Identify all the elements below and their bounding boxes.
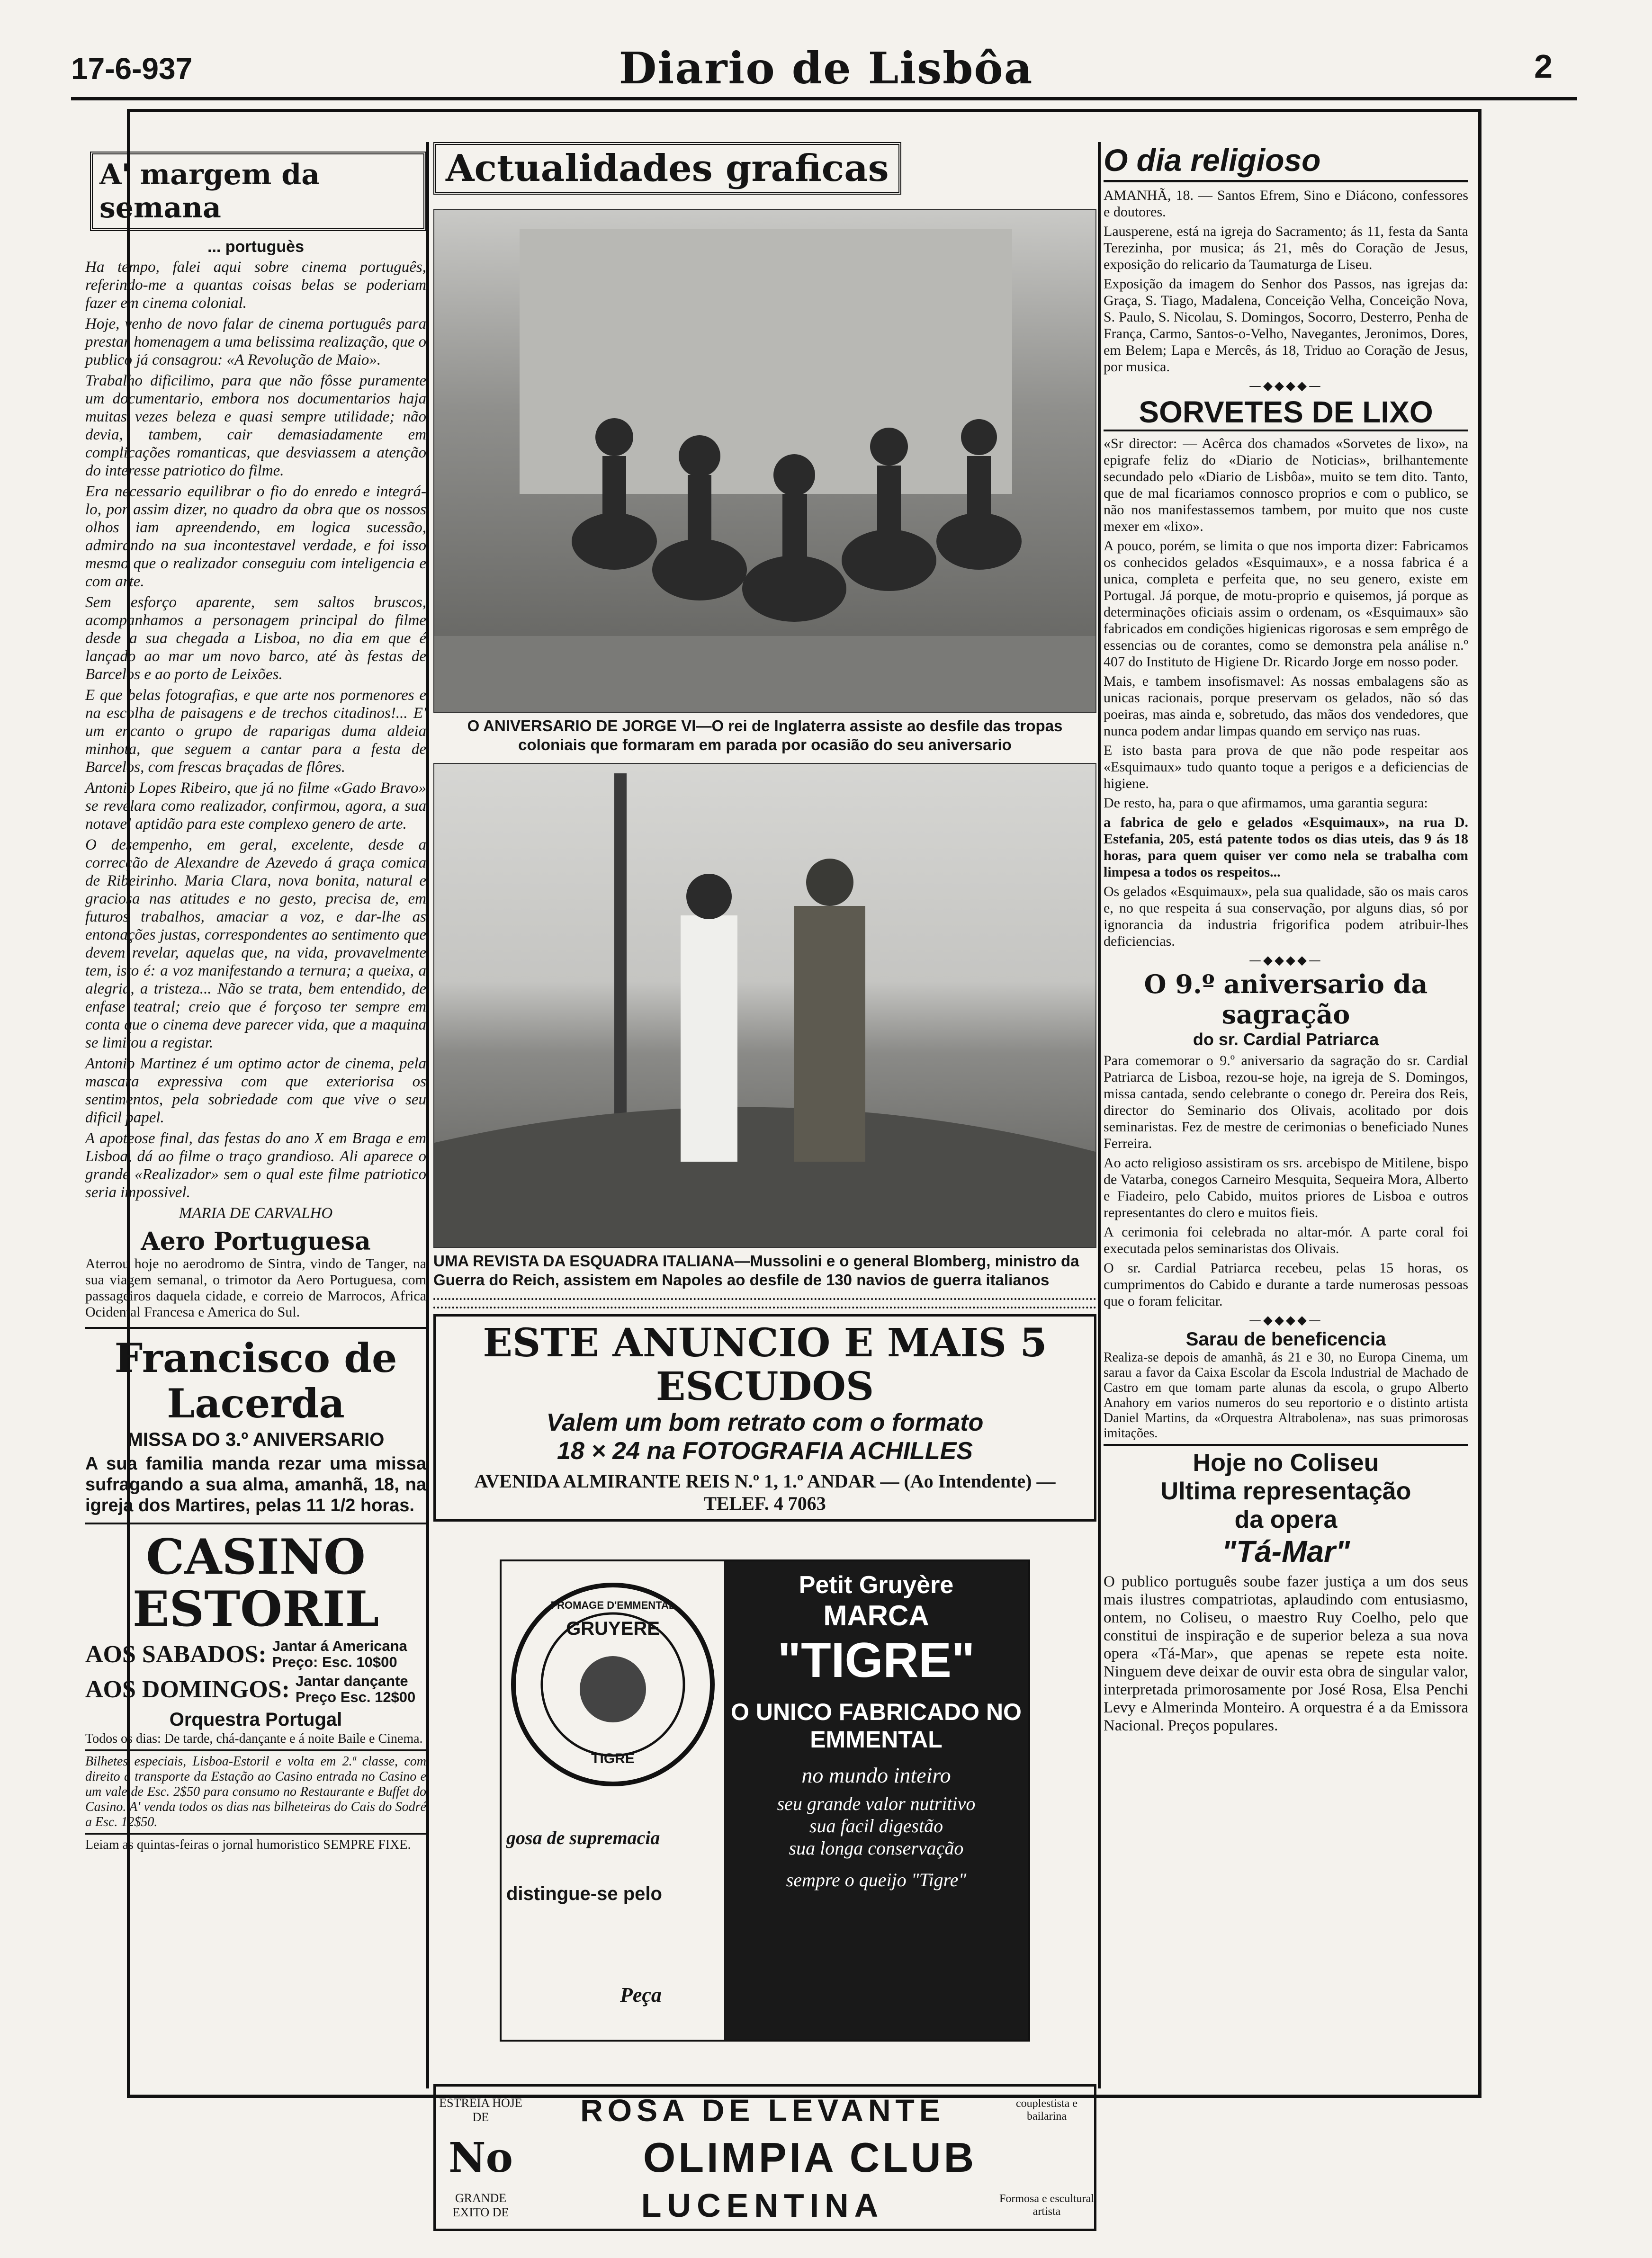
photo-caption-king: O ANIVERSARIO DE JORGE VI—O rei de Inglaterra assiste ao desfile das tropas coloniais que formaram em parada por ocasião do seu aniversario (467, 717, 1063, 753)
article-paragraph: Antonio Martinez é um optimo actor de cinema, pela mascara expressiva com que exteriorisa os sentimentos, pela sobriedade com que vive o seu dificil papel. (85, 1055, 426, 1126)
sarau-text: Realiza-se depois de amanhã, ás 21 e 30, no Europa Cinema, um sarau a favor da Caixa Escolar da Escola Industrial de Machado de Castro em que tomam parte alunas da escola, o grupo Alberto Anahory em varios numeros do seu reportorio e o distinto artista Daniel Martins, da «Orquestra Altrabolena», nas suas primorosas imitações. (1104, 1350, 1468, 1441)
label-mid-text: GRUYERE (566, 1618, 660, 1639)
aniversario-paragraph: Ao acto religioso assistiram os srs. arcebispo de Mitilene, bispo de Vatarba, conegos Carneiro Mesquita, Sequeira Mora, Alberto e Fiadeiro, pelo Cabido, muitos priores de Lisboa e outros representantes do clero e muitos fieis. (1104, 1155, 1468, 1220)
article-paragraph: Era necessario equilibrar o fio do enredo e integrá-lo, por assim dizer, no quadro da obra que os nossos olhos iam apreendendo, em logica sucessão, admirando na sua incontestavel verdade, e foi isso mesmo que o realizador conseguiu com inteligencia e com arte. (85, 483, 426, 590)
olimpia-rosa: ROSA DE LEVANTE (580, 2092, 945, 2128)
tigre-top: Petit Gruyère (799, 1571, 954, 1599)
issue-date: 17-6-937 (71, 52, 193, 86)
tigre-line4: sua facil digestão (809, 1815, 943, 1837)
column-left (85, 152, 426, 1855)
olimpia-club: OLIMPIA CLUB (643, 2134, 977, 2181)
olimpia-estreia: ESTREIA HOJE DE (439, 2096, 522, 2124)
sabados-detail: Jantar á Americana Preço: Esc. 10$00 (272, 1638, 407, 1670)
lacerda-subtitle: MISSA DO 3.º ANIVERSARIO (127, 1429, 385, 1450)
casino-domingos (85, 1673, 426, 1705)
article-paragraph: Sem esforço aparente, sem saltos bruscos, acompanhamos a personagem principal do filme desde a sua chegada a Lisboa, no dia em que é lançado ao mar um novo barco, até às festas de Barcelos e ao porto de Leixões. (85, 594, 426, 683)
coliseu-text: O publico português soube fazer justiça a um dos seus mais ilustres compatriotas, aplaudindo com entusiasmo, ontem, no Coliseu, o maestro Ruy Coelho, pelo que constitui de inspiração e de superior beleza a sua nova opera «Tá-Mar», que apenas se repete esta noite. Ninguem deve deixar de ouvir esta obra de singular valor, interpretada primorosamente por José Rosa, Elsa Penchi Levy e Almerinda Monteiro. A orquestra é a da Emissora Nacional. Preços populares. (1104, 1573, 1468, 1734)
tigre-distingue: distingue-se pelo (506, 1883, 662, 1904)
achilles-line1: Valem um bom retrato com o formato (546, 1409, 984, 1436)
sarau-title: Sarau de beneficencia (1185, 1329, 1386, 1350)
tigre-line1: O UNICO FABRICADO NO EMMENTAL (731, 1699, 1022, 1753)
tigre-ad-right (724, 1561, 1028, 2040)
article-paragraph: A apoteose final, das festas do ano X em Braga e em Lisboa, dá ao filme o traço grandioso. Ali aparece o grande «Realizador» sem o qual este filme patriotico seria impossivel. (85, 1130, 426, 1201)
sorvetes-final: Os gelados «Esquimaux», pela sua qualidade, são os mais caros e, no que respeita á sua conservação, por alguns dias, só por ignorancia da industria frigorifica podem atribuir-lhes deficiencias. (1104, 884, 1468, 949)
article-paragraph: Hoje, venho de novo falar de cinema português para prestar homenagem a uma belissima realização, que o publico já consagrou: «A Revolução de Maio». (85, 315, 426, 368)
sorvetes-paragraph: «Sr director: — Acêrca dos chamados «Sorvetes de lixo», na epigrafe feliz do «Diario de Noticias», brilhantemente secundado pelo «Diario de Lisbôa», muito se tem dito. Tanto, que de mal ficariamos connosco proprios e com o publico, se não nos manifestassemos tambem, por muito que nos custe mexer em «lixo». (1104, 436, 1468, 534)
aero-title: Aero Portuguesa (141, 1227, 371, 1256)
aniversario-paragraph: A cerimonia foi celebrada no altar-mór. A parte coral foi executada pelos seminaristas dos Olivais. (1104, 1224, 1468, 1256)
olimpia-luc-note: Formosa e escultural artista (999, 2192, 1094, 2218)
label-top-text: FROMAGE D'EMMENTAL (550, 1599, 675, 1611)
ornament-separator: —◆◆◆◆— (1249, 1313, 1323, 1327)
coliseu-line1: Hoje no Coliseu (1193, 1449, 1379, 1477)
sorvetes-bold: a fabrica de gelo e gelados «Esquimaux», na rua D. Estefania, 205, está patente todos os dias uteis, das 9 ás 18 horas, para quem quiser ver como nela se trabalha com limpesa a todos os respeitos... (1104, 815, 1468, 880)
sorvetes-paragraph: Mais, e tambem insofismavel: As nossas embalagens são as unicas racionais, porque preservam os gelados, não só das poeiras, mas ainda e, sobretudo, das mãos dos vendedores, que nunca podem andar limpas quando em serviço nas ruas. (1104, 673, 1468, 739)
achilles-line2: 18 × 24 na FOTOGRAFIA ACHILLES (557, 1437, 973, 1465)
section-rule (85, 1327, 426, 1329)
aniversario-title: O 9.º aniversario da sagração (1144, 969, 1428, 1030)
achilles-title: ESTE ANUNCIO E MAIS 5 ESCUDOS (483, 1320, 1047, 1409)
masthead-rule (71, 97, 1577, 100)
sorvetes-paragraph: A pouco, porém, se limita o que nos importa dizer: Fabricamos os conhecidos gelados «Esquimaux», e a nossa fabrica é a unica, completa e perfeita que, no seu genero, existe em Portugal. Já porque, de motu-proprio e quisemos, já porque as determinações oficiais assim o ordenam, os «Esquimaux» são fabricados em condições higienicas rigorosas e sem emprêgo de essencias ou de corantes, como se demonstra pela análise n.º 407 do Instituto de Higiene Dr. Ricardo Jorge em nosso poder. (1104, 538, 1468, 670)
column-header-margem: A' margem da semana (90, 152, 426, 231)
section-rule (85, 1749, 426, 1751)
casino-orquestra: Orquestra Portugal (169, 1709, 342, 1730)
aniversario-paragraph: O sr. Cardial Patriarca recebeu, pelas 15 horas, os cumprimentos do Cabido e durante a tarde numerosas pessoas que o foram felicitar. (1104, 1260, 1468, 1309)
label-bot-text: TIGRE (591, 1751, 635, 1766)
tigre-ad-left (502, 1561, 724, 2040)
religioso-paragraph: AMANHÃ, 18. — Santos Efrem, Sino e Diácono, confessores e doutores. (1104, 188, 1468, 220)
lacerda-text: A sua familia manda rezar uma missa sufragando a sua alma, amanhã, 18, na igreja dos Martires, pelas 11 1/2 horas. (85, 1454, 426, 1515)
coliseu-line3: da opera (1234, 1506, 1338, 1533)
page-number: 2 (1534, 48, 1553, 85)
aniversario-paragraph: Para comemorar o 9.º aniversario da sagração do sr. Cardial Patriarca de Lisboa, rezou-se hoje, na igreja de S. Domingos, missa cantada, sendo celebrante o conego dr. Pereira dos Reis, director do Seminario dos Olivais, acolitado por dois seminaristas. Fez de mestre de cerimonias o beneficiado Nunes Ferreira. (1104, 1053, 1468, 1151)
lacerda-name: Francisco de Lacerda (114, 1335, 397, 1427)
religioso-paragraph: Lausperene, está na igreja do Sacramento; ás 11, festa da Santa Terezinha, por musica; ás 21, mês do Coração de Jesus, exposição do relicario da Taumaturga de Liseu. (1104, 224, 1468, 272)
article-signature: MARIA DE CARVALHO (179, 1205, 333, 1222)
column-rule-1 (426, 142, 429, 2088)
ornament-separator: —◆◆◆◆— (1249, 953, 1323, 968)
photo-king-parade (433, 209, 1096, 713)
article-paragraph: E que belas fotografias, e que arte nos pormenores e na escolha de paisagens e de trechos citadinos!... E' um encanto o grupo de raparigas duma aldeia minhota, que seguem a cantar para a festa de Barcelos, com frescas braçadas de flôres. (85, 687, 426, 776)
article-subhead: ... portuguès (207, 238, 304, 256)
column-rule-2 (1098, 142, 1101, 2088)
parade-illustration (434, 210, 1096, 712)
casino-sabados (85, 1638, 426, 1670)
achilles-ad (433, 1314, 1096, 1522)
olimpia-no: No (449, 2133, 513, 2182)
article-paragraph: Trabalho dificilimo, para que não fôsse puramente um documentario, embora nos documentarios haja muitas vezes beleza e quasi sempre utilidade; não devia, tambem, cair demasiadamente em complicações romanticas, que desviassem a atenção do interesse patriotico do filme. (85, 372, 426, 479)
sorvetes-title: SORVETES DE LIXO (1104, 394, 1468, 431)
tigre-line3: seu grande valor nutritivo (777, 1793, 976, 1814)
domingos-label: AOS DOMINGOS: (85, 1676, 290, 1703)
dotted-rule (433, 1298, 1096, 1308)
tigre-line2: no mundo inteiro (801, 1763, 951, 1787)
fleet-illustration (434, 764, 1096, 1247)
tigre-ad (500, 1559, 1030, 2042)
religioso-paragraph: Exposição da imagem do Senhor dos Passos, nas igrejas da: Graça, S. Tiago, Madalena, Conceição Velha, Conceição Nova, S. Paulo, S. Nicolau, S. Domingos, Socorro, Desterro, Penha de França, Carmo, Santos-o-Velho, Navegantes, Jeronimos, Dores, em Belem; Lapa e Mercês, ás 18, Triduo ao Coração de Jesus, por musica. (1104, 276, 1468, 375)
olimpia-grande: GRANDE EXITO DE (452, 2191, 509, 2219)
olimpia-lucentina: LUCENTINA (641, 2186, 884, 2224)
aero-text: Aterrou hoje no aerodromo de Sintra, vindo de Tanger, na sua viagem semanal, o trimotor da Aero Portuguesa, com passageiros daquela cidade, e correio de Marrocos, Africa Ocidental Francesa e America do Sul. (85, 1256, 426, 1320)
tigre-line5: sua longa conservação (789, 1837, 964, 1859)
ornament-separator: —◆◆◆◆— (1249, 379, 1323, 393)
column-right (1104, 142, 1468, 1738)
casino-bilhetes: Bilhetes especiais, Lisboa-Estoril e volta em 2.ª classe, com direito a transporte da Estação ao Casino entrada no Casino e um vale de Esc. 2$50 para consumo no Restaurante e Buffet do Casino. A' venda todos os dias nas bilheteiras do Cais do Sodré a Esc. 12$50. (85, 1754, 426, 1829)
article-paragraph: O desempenho, em geral, excelente, desde a correcção de Alexandre de Azevedo á graça comica de Ribeirinho. Maria Clara, nova bonita, natural e graciosa nas atitudes e no gesto, precisa de, em futuros trabalhos, amaciar a voz, e dar-lhe as entonações justas, correspondentes ao sentimento que devem revelar, aquelas que, na vida, provavelmente tem, isto é: a voz manifestando a ternura; a queixa, a alegria, a tristeza... Não se trata, bem entendido, de enfase teatral; creio que é forçoso ter sempre em conta que o cinema deve parecer vida, que a maquina se limitou a registar. (85, 836, 426, 1051)
article-paragraph: Antonio Lopes Ribeiro, que já no filme «Gado Bravo» se revelara como realizador, confirmou, agora, a sua notavel aptidão para este complexo genero de arte. (85, 780, 426, 833)
section-rule (85, 1523, 426, 1524)
aniversario-sub: do sr. Cardial Patriarca (1193, 1030, 1379, 1049)
tigre-marca: MARCA (823, 1600, 929, 1631)
newspaper-title: Diario de Lisbôa (619, 43, 1033, 94)
sorvetes-paragraph: De resto, ha, para o que afirmamos, uma garantia segura: (1104, 795, 1428, 811)
olimpia-ad (433, 2084, 1096, 2231)
photo-italian-fleet (433, 763, 1096, 1248)
casino-title: CASINO ESTORIL (132, 1529, 379, 1638)
cinema-article (85, 258, 426, 1201)
article-paragraph: Ha tempo, falei aqui sobre cinema português, referindo-me a quantas coisas belas se poderiam fazer em cinema colonial. (85, 259, 426, 312)
sabados-label: AOS SABADOS: (85, 1640, 267, 1668)
tigre-gosa: gosa de supremacia (506, 1827, 660, 1848)
achilles-address: AVENIDA ALMIRANTE REIS N.º 1, 1.º ANDAR — (Ao Intendente) — TELEF. 4 7063 (474, 1470, 1056, 1514)
domingos-detail: Jantar dançante Preço Esc. 12$00 (295, 1673, 416, 1705)
religioso-header: O dia religioso (1104, 142, 1468, 182)
section-rule (1104, 1444, 1468, 1446)
olimpia-rosa-note: couplestista e bailarina (1016, 2097, 1077, 2123)
tigre-peca: Peça (620, 1983, 662, 2007)
casino-daily: Todos os dias: De tarde, chá-dançante e á noite Baile e Cinema. (85, 1731, 423, 1746)
sempre-fixe-note: Leiam as quintas-feiras o jornal humoristico SEMPRE FIXE. (85, 1837, 411, 1852)
section-rule (85, 1833, 426, 1835)
column-center (433, 142, 1096, 2231)
coliseu-line2: Ultima representação (1160, 1478, 1411, 1505)
tigre-cheese-label-icon (502, 1561, 724, 1808)
column-header-actualidades: Actualidades graficas (433, 142, 901, 195)
tigre-brand: "TIGRE" (777, 1633, 975, 1688)
coliseu-line4: "Tá-Mar" (1221, 1534, 1350, 1568)
photo-caption-fleet: UMA REVISTA DA ESQUADRA ITALIANA—Mussolini e o general Blomberg, ministro da Guerra do Reich, assistem em Napoles ao desfile de 130 navios de guerra italianos (433, 1252, 1079, 1289)
sorvetes-paragraph: E isto basta para prova de que não pode respeitar aos «Esquimaux» tudo quanto toque a perigos e a deficiencias de higiene. (1104, 743, 1468, 791)
tigre-line6: sempre o queijo "Tigre" (786, 1869, 967, 1891)
